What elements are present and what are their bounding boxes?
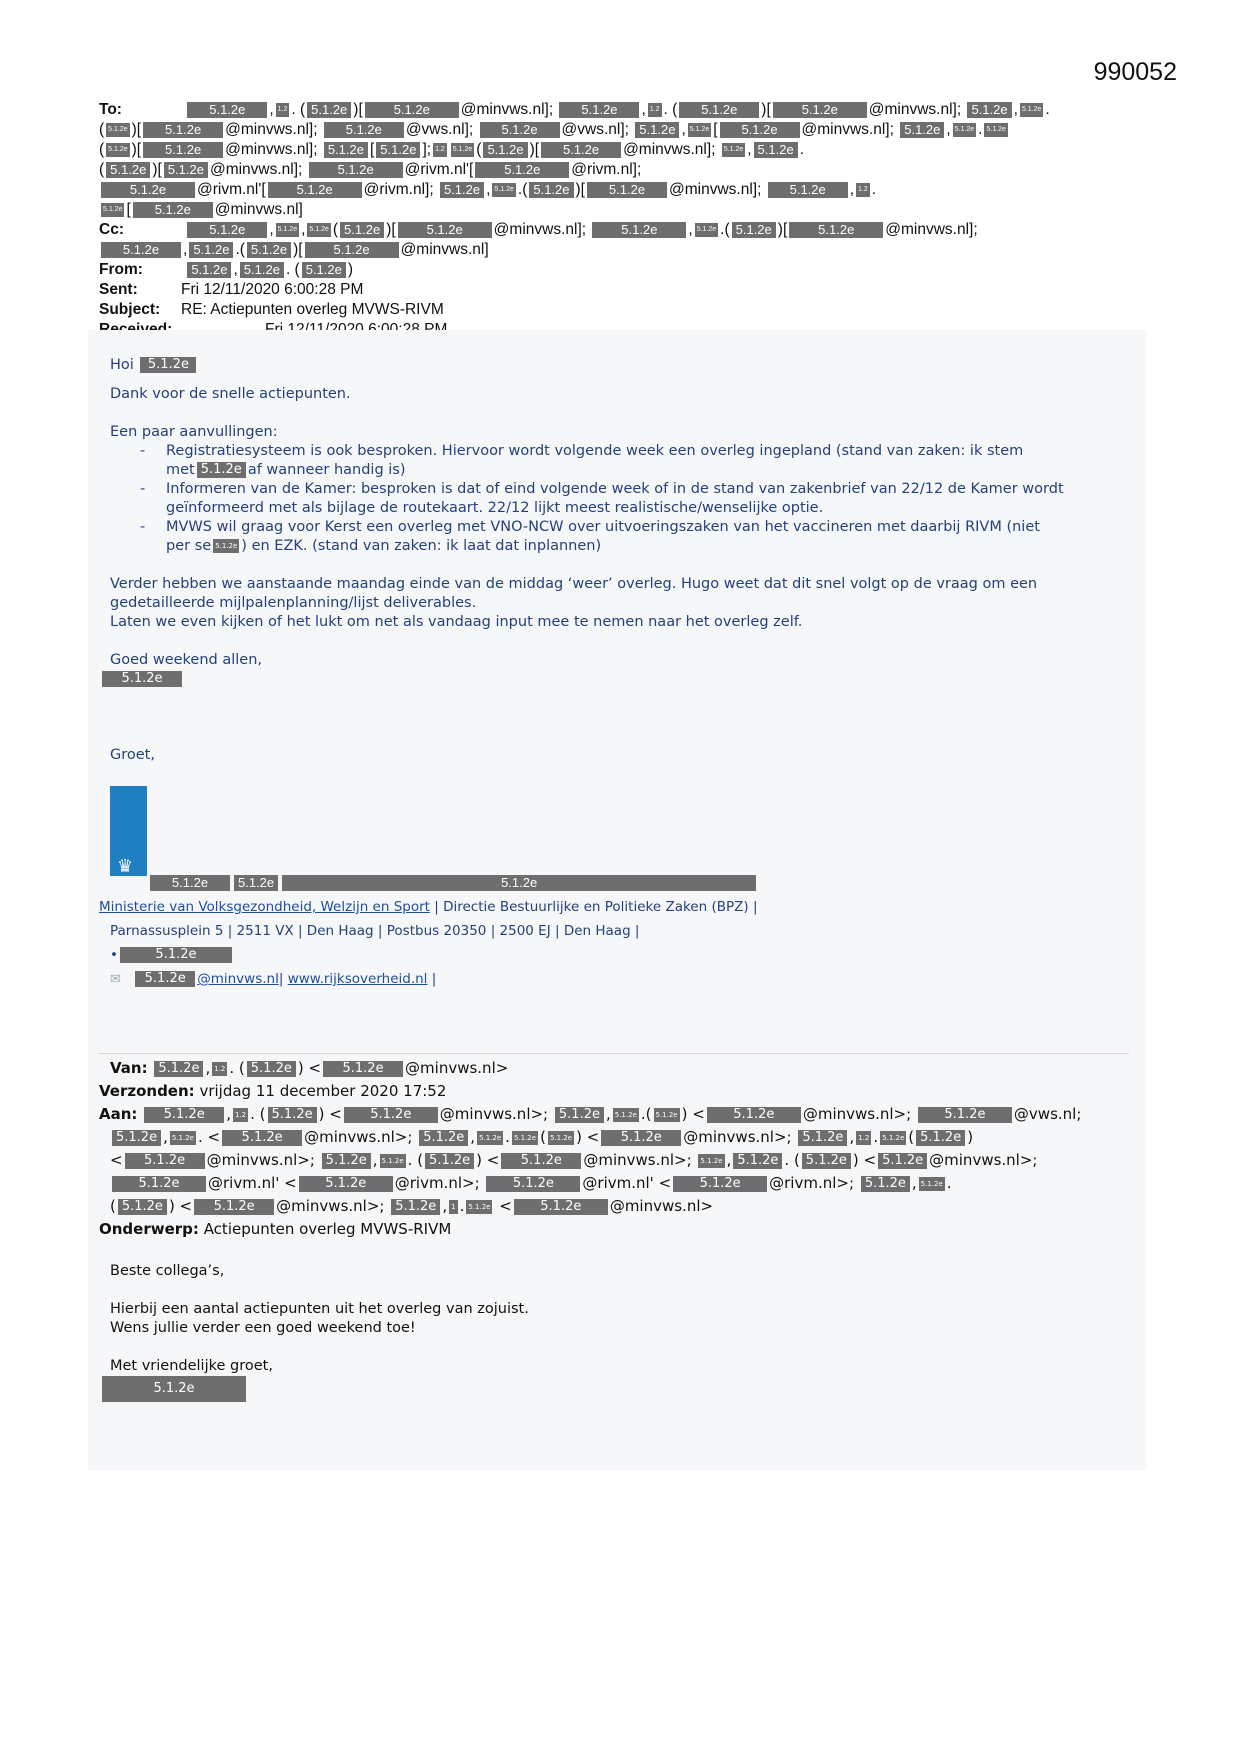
phone-bullet: • xyxy=(110,947,118,963)
email-domain: @minvws.nl]; xyxy=(225,141,318,158)
redaction: 5.1.2e xyxy=(187,222,267,238)
email-domain: @rivm.nl' xyxy=(582,1174,654,1192)
redaction: 5.1.2e xyxy=(112,1130,161,1146)
thanks-line: Dank voor de snelle actiepunten. xyxy=(110,386,351,402)
redaction: 5.1.2e xyxy=(213,539,239,553)
redaction: 5.1.2e xyxy=(268,182,362,198)
paragraph: Verder hebben we aanstaande maandag einde van de middag ‘weer’ overleg. Hugo weet dat dit snel volgt op de vraag om een gedetailleerde mijlpalenplanning/lijst deliverables. xyxy=(110,576,1038,611)
greeting-line xyxy=(110,356,1130,375)
email-domain: @rivm.nl' xyxy=(208,1174,280,1192)
onderwerp-row xyxy=(99,1218,1129,1241)
redaction: 1.2 xyxy=(212,1062,227,1076)
redaction: 1.2 xyxy=(856,1131,871,1145)
original-body xyxy=(110,1262,1110,1402)
redaction: 5.1.2e xyxy=(720,122,800,138)
redaction: 5.1.2e xyxy=(878,1153,927,1169)
onderwerp-value: Actiepunten overleg MVWS-RIVM xyxy=(203,1220,452,1238)
email-header xyxy=(99,100,1109,340)
redaction: 5.1.2e xyxy=(106,143,129,157)
paragraph: Wens jullie verder een goed weekend toe! xyxy=(110,1320,416,1336)
redaction: 5.1.2e xyxy=(953,123,976,137)
bullet-text: per se xyxy=(166,538,212,554)
redaction: 5.1.2e xyxy=(380,1154,406,1168)
aan-row: 5.1.2e , 5.1.2e . < 5.1.2e @minvws.nl>; 5.1.2e , 5.1.2e . 5.1.2e ( 5.1.2e ) < 5.1.2e @minvws.nl>; 5.1.2e , 1.2 . 5.1.2e ( 5.1.2e ) xyxy=(99,1126,1129,1149)
redaction: 5.1.2e xyxy=(475,162,569,178)
email-domain: @minvws.nl]; xyxy=(460,101,554,118)
redaction: 5.1.2e xyxy=(419,1130,468,1146)
redaction: 5.1.2e xyxy=(101,182,195,198)
redaction: 5.1.2e xyxy=(541,142,621,158)
email-domain: @rivm.nl>; xyxy=(394,1174,480,1192)
redaction: 5.1.2e xyxy=(967,102,1011,118)
redaction: 5.1.2e xyxy=(234,875,278,891)
greeting: Hoi xyxy=(110,357,134,373)
email-domain: @minvws.nl>; xyxy=(439,1105,549,1123)
ministry-link[interactable]: Ministerie van Volksgezondheid, Welzijn en Sport xyxy=(99,899,430,915)
subject-row xyxy=(99,300,1109,320)
redaction: 5.1.2e xyxy=(798,1130,847,1146)
redaction: 5.1.2e xyxy=(480,122,560,138)
email-domain: @minvws.nl]; xyxy=(868,101,962,118)
redaction: 5.1.2e xyxy=(916,1130,965,1146)
redaction: 5.1.2e xyxy=(305,242,399,258)
redaction: 5.1.2e xyxy=(529,182,573,198)
redaction: 1.2 xyxy=(856,183,870,197)
email-line xyxy=(99,967,1129,992)
redaction: 5.1.2e xyxy=(587,182,667,198)
email-domain: @rivm.nl]; xyxy=(363,181,434,198)
redaction: 5.1.2e xyxy=(194,1199,274,1215)
signature-name xyxy=(148,874,758,892)
sent-label: Sent: xyxy=(99,281,138,298)
redaction: 5.1.2e xyxy=(559,102,639,118)
verzonden-row xyxy=(99,1080,1129,1103)
redaction: 5.1.2e xyxy=(170,1131,196,1145)
email-domain: @minvws.nl> xyxy=(405,1059,509,1077)
redaction: 5.1.2e xyxy=(635,122,679,138)
envelope-icon: ✉ xyxy=(110,972,121,987)
email-domain: @minvws.nl] xyxy=(214,201,303,218)
cc-label: Cc: xyxy=(99,221,124,238)
redaction: 5.1.2e xyxy=(501,1153,581,1169)
cc-row: Cc: 5.1.2e , 5.1.2e , 5.1.2e ( 5.1.2e )[ 5.1.2e @minvws.nl]; 5.1.2e , 5.1.2e .( 5.1.2e )[ 5.1.2e @minvws.nl]; xyxy=(99,221,978,238)
email-domain: @rivm.nl'[ xyxy=(404,161,474,178)
redaction: 5.1.2e xyxy=(391,1199,440,1215)
to-row: ( 5.1.2e )[ 5.1.2e @minvws.nl]; 5.1.2e [ 5.1.2e ]; 1.2 5.1.2e ( 5.1.2e )[ 5.1.2e @minvws.nl]; 5.1.2e , 5.1.2e . xyxy=(99,141,805,158)
from-row: From: 5.1.2e , 5.1.2e . ( 5.1.2e ) xyxy=(99,261,354,278)
redaction: 5.1.2e xyxy=(365,102,459,118)
redaction: 5.1.2e xyxy=(695,223,718,237)
redaction: 5.1.2e xyxy=(299,1176,393,1192)
redaction: 5.1.2e xyxy=(673,1176,767,1192)
subject-label: Subject: xyxy=(99,301,161,318)
closing: Met vriendelijke groet, xyxy=(110,1358,273,1374)
redaction: 5.1.2e xyxy=(133,202,213,218)
redaction: 5.1.2e xyxy=(918,1107,1012,1123)
ministry-line xyxy=(99,895,1129,919)
to-row: ( 5.1.2e )[ 5.1.2e @minvws.nl]; 5.1.2e @rivm.nl'[ 5.1.2e @rivm.nl]; xyxy=(99,161,642,178)
redaction: 5.1.2e xyxy=(601,1130,681,1146)
aan-label: Aan: xyxy=(99,1105,138,1123)
redaction: 5.1.2e xyxy=(984,123,1007,137)
redaction: 5.1.2e xyxy=(789,222,883,238)
to-row: ( 5.1.2e )[ 5.1.2e @minvws.nl]; 5.1.2e @vws.nl]; 5.1.2e @vws.nl]; 5.1.2e , 5.1.2e [ 5.1.2e @minvws.nl]; 5.1.2e , 5.1.2e . 5.1.2e xyxy=(99,121,1006,138)
list-item xyxy=(166,518,1130,556)
redaction: 5.1.2e xyxy=(324,142,368,158)
redaction: 5.1.2e xyxy=(768,182,848,198)
salutation: Beste collega’s, xyxy=(110,1263,225,1279)
redaction: 5.1.2e xyxy=(187,102,267,118)
crest-icon: ♛ xyxy=(117,856,134,876)
cc-row: 5.1.2e , 5.1.2e .( 5.1.2e )[ 5.1.2e @minvws.nl] xyxy=(99,240,1109,260)
bullet-text: MVWS wil graag voor Kerst een overleg met VNO-NCW over uitvoeringszaken van het vaccineren met daarbij RIVM (niet xyxy=(166,519,1040,535)
groet: Groet, xyxy=(110,747,155,763)
redaction: 5.1.2e xyxy=(555,1107,604,1123)
redaction: 5.1.2e xyxy=(125,1153,205,1169)
redaction: 5.1.2e xyxy=(143,142,223,158)
redaction: 5.1.2e xyxy=(101,203,124,217)
redaction: 5.1.2e xyxy=(483,142,527,158)
phone-line xyxy=(99,943,1129,967)
redaction: 5.1.2e xyxy=(102,671,182,687)
forwarded-header xyxy=(99,1057,1129,1241)
redaction: 5.1.2e xyxy=(101,242,181,258)
redaction: 5.1.2e xyxy=(1020,103,1043,117)
redaction: 5.1.2e xyxy=(302,262,346,278)
subject-value: RE: Actiepunten overleg MVWS-RIVM xyxy=(181,301,444,318)
redaction: 5.1.2e xyxy=(732,222,776,238)
list-item: - Informeren van de Kamer: besproken is dat of eind volgende week of in de stand van zakenbrief van 22/12 de Kamer wordt geïnformeerd met als bijlage de routekaart. 22/12 lijkt meest realistische/wenselijke optie. xyxy=(166,480,1130,518)
redaction: 5.1.2e xyxy=(376,142,420,158)
redaction: 5.1.2e xyxy=(140,357,196,373)
redaction: 5.1.2e xyxy=(733,1153,782,1169)
redaction: 5.1.2e xyxy=(425,1153,474,1169)
email-domain: @minvws.nl]; xyxy=(668,181,762,198)
email-domain: @minvws.nl>; xyxy=(683,1128,792,1146)
sent-row xyxy=(99,280,1109,300)
email-domain: @minvws.nl]; xyxy=(885,221,978,238)
action-list xyxy=(110,442,1130,556)
directorate: | Directie Bestuurlijke en Politieke Zaken (BPZ) | xyxy=(429,899,758,915)
redaction: 5.1.2e xyxy=(880,1131,906,1145)
email-domain: @vws.nl]; xyxy=(561,121,629,138)
redaction: 1 xyxy=(449,1200,457,1214)
redaction: 5.1.2e xyxy=(164,162,208,178)
redaction: 5.1.2e xyxy=(900,122,944,138)
email-domain: @vws.nl]; xyxy=(405,121,474,138)
bullet-text: ) en EZK. (stand van zaken: ik laat dat inplannen) xyxy=(241,538,602,554)
document-number: 990052 xyxy=(1093,58,1177,86)
sender-name xyxy=(110,670,1130,689)
sent-value: Fri 12/11/2020 6:00:28 PM xyxy=(181,281,364,298)
email-domain: @minvws.nl]; xyxy=(225,121,318,138)
redaction: 5.1.2e xyxy=(120,947,232,963)
email-domain: @minvws.nl> xyxy=(609,1197,714,1215)
redaction: 5.1.2e xyxy=(466,1200,492,1214)
email-domain: @minvws.nl]; xyxy=(493,221,587,238)
website-link[interactable]: www.rijksoverheid.nl xyxy=(287,971,428,987)
redaction: 5.1.2e xyxy=(613,1108,639,1122)
redaction: 5.1.2e xyxy=(654,1108,680,1122)
redaction: 5.1.2e xyxy=(118,1199,167,1215)
email-domain: @rivm.nl]; xyxy=(571,161,642,178)
redaction: 5.1.2e xyxy=(276,223,299,237)
separator: | xyxy=(278,971,284,987)
redaction: 5.1.2e xyxy=(282,875,756,891)
redaction: 5.1.2e xyxy=(189,242,233,258)
redaction: 5.1.2e xyxy=(698,1154,724,1168)
to-row: To: 5.1.2e , 1.2 . ( 5.1.2e )[ 5.1.2e @minvws.nl]; 5.1.2e , 1.2 . ( 5.1.2e )[ 5.1.2e @minvws.nl]; 5.1.2e , 5.1.2e . xyxy=(99,101,1050,118)
redaction: 5.1.2e xyxy=(486,1176,580,1192)
redaction: 5.1.2e xyxy=(707,1107,801,1123)
email-domain: @minvws.nl>; xyxy=(304,1128,413,1146)
redaction: 5.1.2e xyxy=(247,242,291,258)
bullet-text: af wanneer handig is) xyxy=(247,462,406,478)
redaction: 5.1.2e xyxy=(112,1176,206,1192)
redaction: 5.1.2e xyxy=(861,1176,910,1192)
redaction: 5.1.2e xyxy=(548,1131,574,1145)
aan-row: < 5.1.2e @minvws.nl>; 5.1.2e , 5.1.2e . ( 5.1.2e ) < 5.1.2e @minvws.nl>; 5.1.2e , 5.1.2e . ( 5.1.2e ) < 5.1.2e @minvws.nl>; xyxy=(110,1151,1038,1169)
redaction: 1.2 xyxy=(648,103,662,117)
redaction: 5.1.2e xyxy=(322,1153,371,1169)
redaction: 5.1.2e xyxy=(688,123,711,137)
email-domain: @minvws.nl>; xyxy=(583,1151,692,1169)
list-item xyxy=(166,442,1130,480)
paragraph: Laten we even kijken of het lukt om net als vandaag input mee te nemen naar het overleg zelf. xyxy=(110,614,803,630)
redaction: 5.1.2e xyxy=(344,1107,438,1123)
redaction: 5.1.2e xyxy=(398,222,492,238)
bullet-text: Registratiesysteem is ook besproken. Hiervoor wordt volgende week een overleg ingepland (stand van zaken: ik stem xyxy=(166,443,1024,459)
email-domain: @minvws.nl] xyxy=(400,241,489,258)
closing: Goed weekend allen, xyxy=(110,652,263,668)
redaction: 5.1.2e xyxy=(679,102,759,118)
redaction: 5.1.2e xyxy=(492,183,515,197)
redaction: 5.1.2e xyxy=(754,142,798,158)
redaction: 5.1.2e xyxy=(102,1376,246,1402)
redaction: 5.1.2e xyxy=(340,222,384,238)
onderwerp-label: Onderwerp: xyxy=(99,1220,199,1238)
separator: | xyxy=(431,971,437,987)
redaction: 5.1.2e xyxy=(307,223,330,237)
redaction: 5.1.2e xyxy=(150,875,230,891)
to-row: 5.1.2e @rivm.nl'[ 5.1.2e @rivm.nl]; 5.1.2e , 5.1.2e .( 5.1.2e )[ 5.1.2e @minvws.nl]; 5.1.2e , 1.2 . xyxy=(99,180,1109,200)
redaction: 5.1.2e xyxy=(143,122,223,138)
email-domain: @rivm.nl'[ xyxy=(197,181,266,198)
aan-row: ( 5.1.2e ) < 5.1.2e @minvws.nl>; 5.1.2e , 1 . 5.1.2e < 5.1.2e @minvws.nl> xyxy=(110,1197,714,1215)
redaction: 5.1.2e xyxy=(106,123,129,137)
redaction: 1.2 xyxy=(233,1108,248,1122)
redaction: 5.1.2e xyxy=(154,1061,203,1077)
verzonden-value: vrijdag 11 december 2020 17:52 xyxy=(199,1082,447,1100)
redaction: 5.1.2e xyxy=(324,122,404,138)
redaction: 5.1.2e xyxy=(197,462,246,478)
redaction: 5.1.2e xyxy=(135,971,195,987)
bullet-text: met xyxy=(166,462,195,478)
redaction: 5.1.2e xyxy=(722,143,745,157)
redaction: 5.1.2e xyxy=(144,1107,224,1123)
sender-name xyxy=(110,1376,1110,1402)
van-row: Van: 5.1.2e , 1.2 . ( 5.1.2e ) < 5.1.2e @minvws.nl> xyxy=(110,1059,509,1077)
to-label: To: xyxy=(99,101,122,118)
redaction: 5.1.2e xyxy=(477,1131,503,1145)
email-link[interactable]: @minvws.nl xyxy=(197,971,279,987)
from-label: From: xyxy=(99,261,143,278)
email-domain: @vws.nl; xyxy=(1013,1105,1082,1123)
redaction: 5.1.2e xyxy=(592,222,686,238)
email-domain: @minvws.nl>; xyxy=(276,1197,385,1215)
aan-row: 5.1.2e @rivm.nl' < 5.1.2e @rivm.nl>; 5.1.2e @rivm.nl' < 5.1.2e @rivm.nl>; 5.1.2e , 5.1.2e . xyxy=(99,1172,1129,1195)
email-domain: @minvws.nl>; xyxy=(929,1151,1038,1169)
redaction: 5.1.2e xyxy=(323,1061,403,1077)
redaction: 5.1.2e xyxy=(222,1130,302,1146)
redaction: 5.1.2e xyxy=(802,1153,851,1169)
redaction: 5.1.2e xyxy=(514,1199,608,1215)
redaction: 5.1.2e xyxy=(307,102,351,118)
email-domain: @minvws.nl]; xyxy=(623,141,716,158)
redaction: 1.2 xyxy=(433,143,447,157)
email-domain: @minvws.nl>; xyxy=(802,1105,912,1123)
redaction: 5.1.2e xyxy=(106,162,150,178)
email-domain: @minvws.nl>; xyxy=(206,1151,315,1169)
redaction: 5.1.2e xyxy=(309,162,403,178)
signature-block xyxy=(99,895,1129,992)
redaction: 5.1.2e xyxy=(919,1177,945,1191)
verzonden-label: Verzonden: xyxy=(99,1082,195,1100)
reply-body xyxy=(110,356,1130,765)
redaction: 5.1.2e xyxy=(187,262,231,278)
email-domain: @minvws.nl]; xyxy=(801,121,894,138)
redaction: 1.2 xyxy=(276,103,290,117)
intro-line: Een paar aanvullingen: xyxy=(110,424,278,440)
email-domain: @minvws.nl]; xyxy=(209,161,303,178)
van-label: Van: xyxy=(110,1059,148,1077)
to-row: 5.1.2e [ 5.1.2e @minvws.nl] xyxy=(103,201,303,218)
redaction: 5.1.2e xyxy=(773,102,867,118)
address-line: Parnassusplein 5 | 2511 VX | Den Haag | Postbus 20350 | 2500 EJ | Den Haag | xyxy=(110,923,640,939)
redaction: 5.1.2e xyxy=(268,1107,317,1123)
redaction: 5.1.2e xyxy=(247,1061,296,1077)
redaction: 5.1.2e xyxy=(512,1131,538,1145)
redaction: 5.1.2e xyxy=(451,143,474,157)
divider xyxy=(99,1053,1129,1054)
paragraph: Hierbij een aantal actiepunten uit het overleg van zojuist. xyxy=(110,1301,529,1317)
email-domain: @rivm.nl>; xyxy=(769,1174,855,1192)
redaction: 5.1.2e xyxy=(440,182,484,198)
aan-row: Aan: 5.1.2e , 1.2 . ( 5.1.2e ) < 5.1.2e @minvws.nl>; 5.1.2e , 5.1.2e .( 5.1.2e ) < 5.1.2e @minvws.nl>; 5.1.2e @vws.nl; xyxy=(99,1105,1082,1123)
redaction: 5.1.2e xyxy=(240,262,284,278)
